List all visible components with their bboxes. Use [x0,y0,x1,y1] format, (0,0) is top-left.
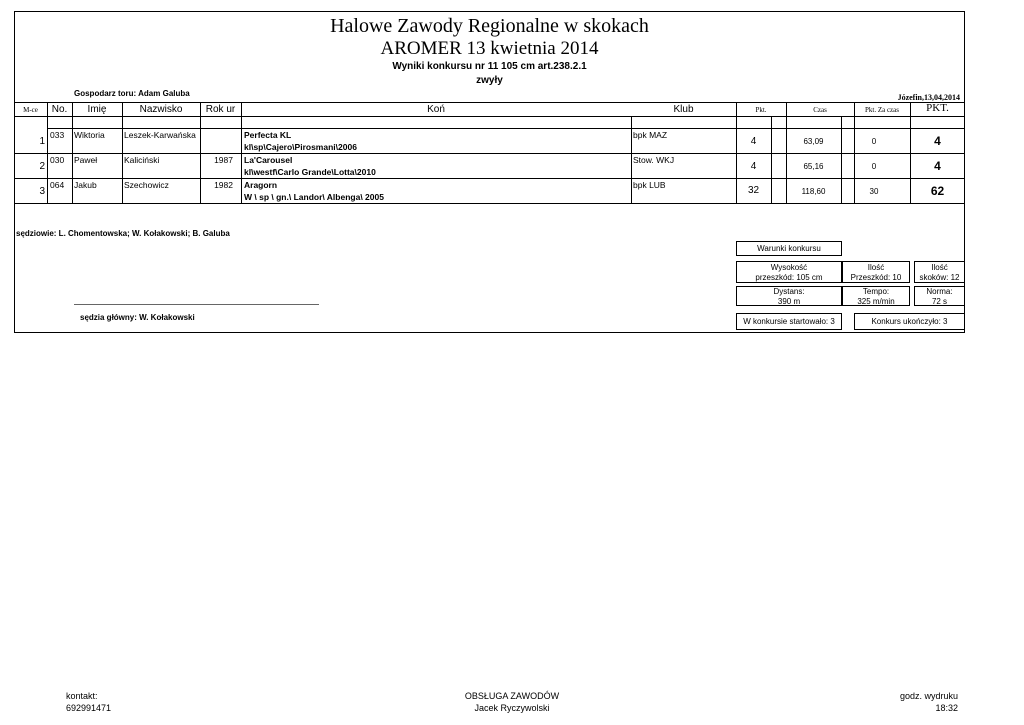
row-first-name: Jakub [74,180,97,190]
col-header-no: No. [51,104,68,115]
obstacles-label: Ilość [867,263,885,272]
row-place: 3 [39,186,45,197]
row-no: 033 [50,130,65,140]
signature-line [74,304,319,305]
row-time: 63,09 [803,137,824,146]
row-time-penalties: 30 [869,187,879,196]
row-first-name: Paweł [74,155,98,165]
col-line [122,102,123,203]
row-last-name: Leszek-Karwańska [124,130,196,140]
row-club: Stow. WKJ [633,155,675,165]
tempo-value: 325 m/min [857,297,895,306]
print-time-label: godz. wydruku [899,691,958,701]
row-time: 118,60 [801,187,826,196]
row-birth-year: 1987 [214,155,233,165]
chief-judge: sędzia główny: W. Kołakowski [80,313,195,322]
row-birth-year: 1982 [214,180,233,190]
col-header-horse: Koń [427,104,445,115]
row-club: bpk LUB [633,180,666,190]
conditions-finished: Konkurs ukończyło: 3 [854,313,965,330]
col-header-club: Klub [673,104,694,115]
jumps-value: skoków: 12 [919,273,960,282]
event-subtitle: AROMER 13 kwietnia 2014 [380,38,599,59]
row-horse-name: Aragorn [244,180,278,190]
header-bottom-line [14,116,965,117]
row-total: 4 [934,134,941,148]
course-designer: Gospodarz toru: Adam Galuba [74,89,190,98]
obstacles-value: Przeszkód: 10 [850,273,902,282]
row-time: 65,16 [803,162,824,171]
jumps-label: Ilość [931,263,948,272]
competition-type: zwyły [476,75,503,86]
norm-value: 72 s [931,297,948,306]
col-header-last-name: Nazwisko [139,104,183,115]
row-no: 064 [50,180,65,190]
row-separator [14,153,965,154]
height-value: przeszkód: 105 cm [755,273,823,282]
row-club: bpk MAZ [633,130,668,140]
distance-label: Dystans: [773,287,805,296]
norm-label: Norma: [926,287,953,296]
contact-label: kontakt: [66,691,98,701]
row-last-name: Szechowicz [124,180,169,190]
row-total: 62 [930,184,945,198]
subheader-line [48,128,965,129]
conditions-title: Warunki konkursu [736,241,842,256]
contact-value: 692991471 [66,703,112,713]
service-label: OBSŁUGA ZAWODÓW [464,691,560,701]
row-horse-info: W \ sp \ gn.\ Landor\ Albenga\ 2005 [244,192,384,202]
col-header-total: PKT. [926,102,949,114]
row-horse-info: kl\sp\Cajero\Pirosmani\2006 [244,142,357,152]
col-header-time: Czas [813,106,827,114]
conditions-distance [736,286,842,306]
place-date: Józefin,13,04,2014 [897,93,960,102]
col-line [72,102,73,203]
row-separator [14,178,965,179]
row-penalties: 4 [750,136,757,147]
conditions-height [736,261,842,283]
competition-info: Wyniki konkursu nr 11 105 cm art.238.2.1 [392,61,587,72]
row-penalties: 32 [747,185,760,196]
col-header-first-name: Imię [87,104,107,115]
col-line [241,102,242,203]
judges: sędziowie: L. Chomentowska; W. Kołakowski; B. Galuba [16,229,230,238]
row-horse-name: Perfecta KL [244,130,292,140]
conditions-started: W konkursie startowało: 3 [736,313,842,330]
col-header-birth-year: Rok ur [205,104,236,115]
conditions-tempo [842,286,910,306]
row-no: 030 [50,155,65,165]
col-line [771,116,772,203]
conditions-jumps [914,261,965,283]
tempo-label: Tempo: [862,287,890,296]
conditions-norm [914,286,965,306]
table-top-line [14,102,965,103]
row-horse-info: kl\westf\Carlo Grande\Lotta\2010 [244,167,376,177]
col-line [47,102,48,203]
print-time-value: 18:32 [935,703,958,713]
row-first-name: Wiktoria [74,130,105,140]
col-line [631,116,632,203]
row-time-penalties: 0 [871,162,877,171]
row-time-penalties: 0 [871,137,877,146]
conditions-obstacles [842,261,910,283]
col-header-time-penalties: Pkt. Za czas [864,106,899,114]
row-total: 4 [934,159,941,173]
row-horse-name: La'Carousel [244,155,293,165]
distance-value: 390 m [777,297,801,306]
row-last-name: Kaliciński [124,155,160,165]
service-value: Jacek Ryczywolski [474,703,550,713]
row-separator [14,203,965,204]
row-penalties: 4 [750,161,757,172]
row-place: 2 [39,161,45,172]
col-header-penalties: Pkt. [755,106,767,114]
event-title: Halowe Zawody Regionalne w skokach [330,15,649,37]
col-line [841,116,842,203]
row-place: 1 [39,136,45,147]
col-header-place: M-ce [23,106,38,114]
height-label: Wysokość [770,263,808,272]
